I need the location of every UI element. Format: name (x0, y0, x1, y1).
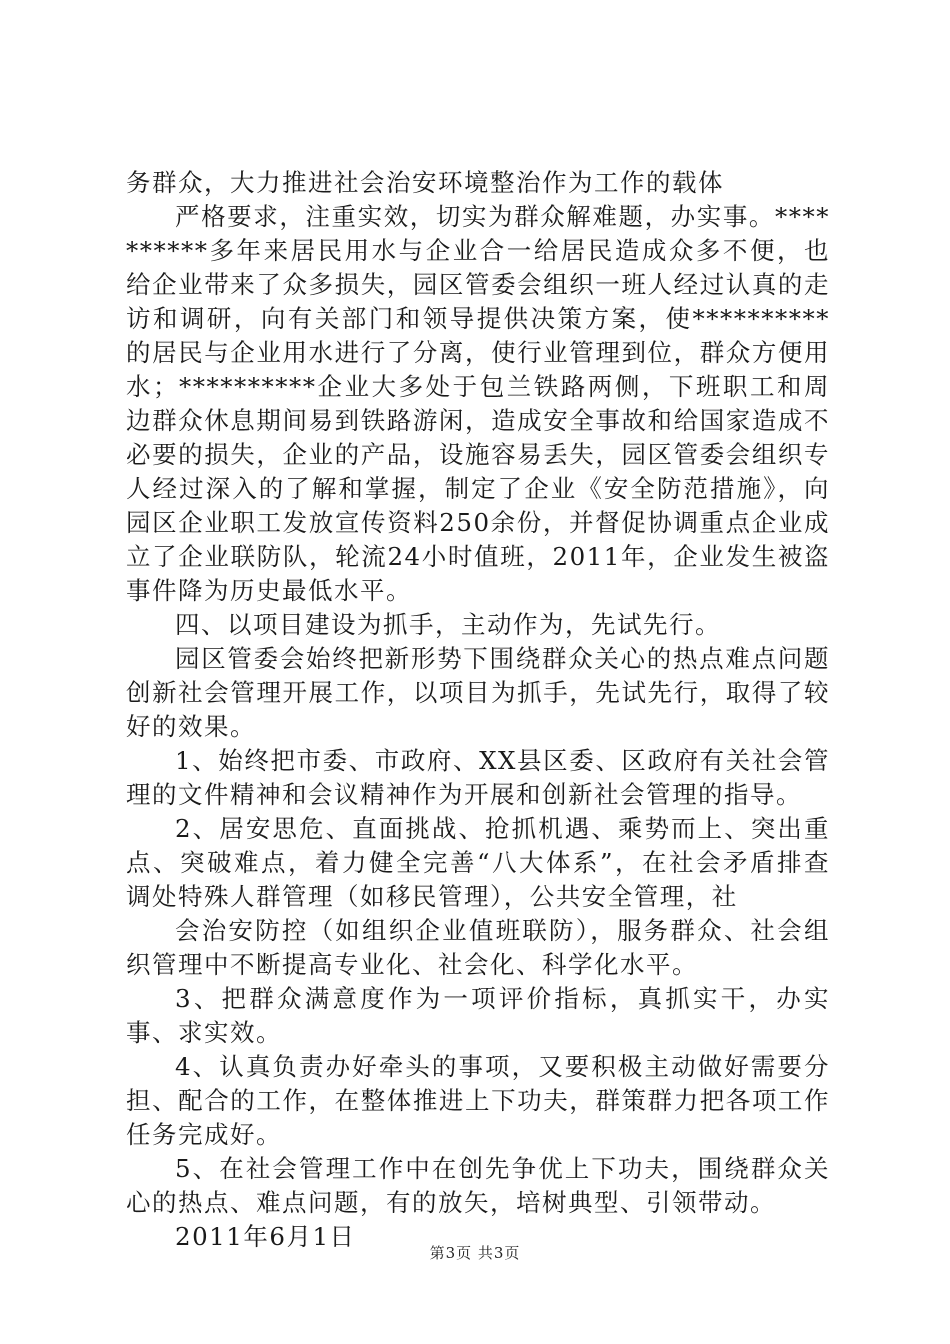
list-item-4: 4、认真负责办好牵头的事项，又要积极主动做好需要分担、配合的工作，在整体推进上下功夫，群策群力把各项工作任务完成好。 (126, 1052, 830, 1149)
list-item-5: 5、在社会管理工作中在创先争优上下功夫，围绕群众关心的热点、难点问题，有的放矢，培树典型、引领带动。 (126, 1154, 830, 1217)
document-body (126, 166, 830, 1254)
list-item-2: 2、居安思危、直面挑战、抢抓机遇、乘势而上、突出重点、突破难点，着力健全完善“八大体系”，在社会矛盾排查调处特殊人群管理（如移民管理），公共安全管理，社 (126, 814, 830, 911)
paragraph-continuation: 务群众，大力推进社会治安环境整治作为工作的载体 (126, 168, 724, 197)
paragraph-section-intro: 园区管委会始终把新形势下围绕群众关心的热点难点问题创新社会管理开展工作，以项目为抓手，先试先行，取得了较好的效果。 (126, 644, 830, 741)
paragraph-water-and-security: 严格要求，注重实效，切实为群众解难题，办实事。**********多年来居民用水与企业合一给居民造成众多不便，也给企业带来了众多损失，园区管委会组织一班人经过认真的走访和调研，向有关部门和领导提供决策方案，使**********的居民与企业用水进行了分离，使行业管理到位，群众方便用水；**********企业大多处于包兰铁路两侧，下班职工和周边群众休息期间易到铁路游闲，造成安全事故和给国家造成不必要的损失，企业的产品，设施容易丢失，园区管委会组织专人经过深入的了解和掌握，制定了企业《安全防范措施》，向园区企业职工发放宣传资料250余份，并督促协调重点企业成立了企业联防队，轮流24小时值班，2011年，企业发生被盗事件降为历史最低水平。 (126, 202, 830, 605)
page-number-label: 第3页 共3页 (429, 1244, 521, 1262)
section-heading-four: 四、以项目建设为抓手，主动作为，先试先行。 (175, 610, 721, 639)
list-item-3: 3、把群众满意度作为一项评价指标，真抓实干，办实事、求实效。 (126, 984, 830, 1047)
list-item-1: 1、始终把市委、市政府、XX县区委、区政府有关社会管理的文件精神和会议精神作为开展和创新社会管理的指导。 (126, 746, 830, 809)
document-date: 2011年6月1日 (175, 1222, 356, 1251)
list-item-2-continuation: 会治安防控（如组织企业值班联防），服务群众、社会组织管理中不断提高专业化、社会化、科学化水平。 (126, 916, 830, 979)
page-footer (0, 1243, 950, 1263)
